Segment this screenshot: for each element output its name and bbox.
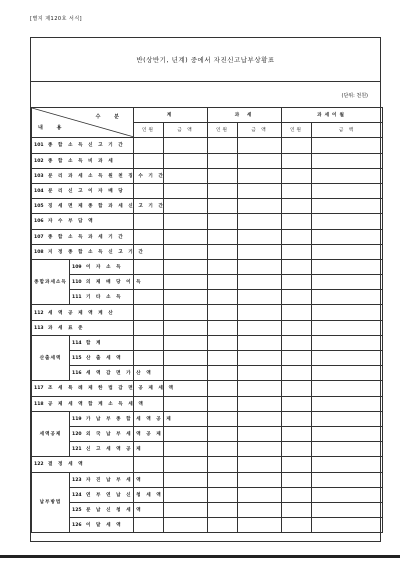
count-cell[interactable] [208, 168, 238, 183]
row-code: 126 [72, 523, 82, 529]
amount-cell[interactable] [312, 396, 383, 411]
amount-cell[interactable] [312, 426, 383, 441]
amount-cell[interactable] [238, 275, 282, 290]
count-cell[interactable] [282, 183, 312, 198]
row-code: 122 [34, 462, 44, 468]
count-cell[interactable] [282, 199, 312, 214]
amount-cell[interactable] [164, 396, 208, 411]
table-body [32, 138, 383, 533]
amount-cell[interactable] [312, 183, 383, 198]
amount-cell[interactable] [238, 214, 282, 229]
row-label-cell [32, 168, 165, 183]
count-cell[interactable] [208, 426, 238, 441]
count-cell[interactable] [282, 168, 312, 183]
table-row [32, 168, 383, 183]
amount-cell[interactable] [312, 259, 383, 274]
table-row [32, 487, 383, 502]
count-cell[interactable] [208, 320, 238, 335]
amount-cell[interactable] [164, 199, 208, 214]
table-row [32, 426, 383, 441]
table-row [32, 244, 383, 259]
count-cell[interactable] [282, 290, 312, 305]
amount-cell[interactable] [164, 153, 208, 168]
row-label-cell [32, 320, 134, 335]
amount-cell[interactable] [164, 259, 208, 274]
row-label: 조 세 특 례 제 한 법 감 면 공 제 세 액 [48, 386, 175, 392]
table-row [32, 396, 383, 411]
row-code: 107 [34, 234, 44, 240]
row-code: 105 [34, 204, 44, 210]
amount-cell[interactable] [164, 275, 208, 290]
count-cell[interactable] [208, 396, 238, 411]
row-label: 세 액 공 제 액 계 산 [48, 310, 115, 316]
amount-cell[interactable] [164, 183, 208, 198]
count-cell[interactable] [208, 472, 238, 487]
row-label: 징 세 면 제 종 합 과 세 신 고 기 간 [48, 204, 165, 210]
count-cell[interactable] [208, 381, 238, 396]
bottom-rule [0, 555, 400, 558]
row-code: 109 [72, 264, 82, 270]
amount-cell[interactable] [238, 335, 282, 350]
row-label: 공 제 세 액 합 계 소 득 세 액 [48, 401, 145, 407]
count-cell[interactable] [282, 442, 312, 457]
table-row [32, 518, 383, 533]
count-cell[interactable] [134, 335, 164, 350]
table-row [32, 259, 383, 274]
count-cell[interactable] [134, 214, 164, 229]
row-group-label: 종합과세소득 [32, 259, 70, 305]
amount-cell[interactable] [238, 183, 282, 198]
count-cell[interactable] [282, 138, 312, 153]
count-cell[interactable] [282, 305, 312, 320]
count-cell[interactable] [208, 290, 238, 305]
row-code: 125 [72, 507, 82, 513]
amount-cell[interactable] [238, 320, 282, 335]
amount-cell[interactable] [312, 442, 383, 457]
row-label: 신 고 세 액 공 제 [86, 447, 143, 453]
count-cell[interactable] [208, 305, 238, 320]
amount-cell[interactable] [164, 244, 208, 259]
row-label: 산 출 세 액 [86, 356, 123, 362]
row-label-cell [70, 442, 143, 457]
amount-cell[interactable] [312, 229, 383, 244]
amount-cell[interactable] [312, 275, 383, 290]
count-cell[interactable] [282, 472, 312, 487]
amount-cell[interactable] [238, 168, 282, 183]
count-cell[interactable] [282, 366, 312, 381]
count-cell[interactable] [282, 457, 312, 472]
table-row [32, 335, 383, 350]
table-row [32, 214, 383, 229]
count-cell[interactable] [134, 518, 164, 533]
count-cell[interactable] [282, 320, 312, 335]
amount-cell[interactable] [312, 381, 383, 396]
count-cell[interactable] [282, 502, 312, 517]
row-label-cell [70, 487, 163, 502]
row-code: 103 [34, 173, 44, 179]
row-label-cell [32, 229, 134, 244]
form-label: [별지 제120호 서식] [30, 16, 83, 22]
amount-cell[interactable] [164, 320, 208, 335]
table-row [32, 183, 383, 198]
amount-cell[interactable] [238, 487, 282, 502]
row-label-cell [32, 457, 134, 472]
table-row [32, 320, 383, 335]
amount-cell[interactable] [312, 305, 383, 320]
amount-cell[interactable] [164, 457, 208, 472]
unit-label: (단위: 천원) [341, 93, 368, 99]
count-cell[interactable] [282, 426, 312, 441]
row-code: 113 [34, 325, 44, 331]
amount-cell[interactable] [164, 366, 208, 381]
row-label: 분 리 신 고 이 자 배 당 [48, 189, 125, 195]
count-cell[interactable] [282, 487, 312, 502]
amount-cell[interactable] [238, 138, 282, 153]
header-sub-count: 인원 [208, 123, 238, 138]
amount-cell[interactable] [312, 366, 383, 381]
table-row [32, 351, 383, 366]
header-group-total: 계 [134, 108, 208, 123]
row-label: 종 합 소 득 신 고 기 간 [48, 143, 125, 149]
amount-cell[interactable] [312, 457, 383, 472]
amount-cell[interactable] [238, 518, 282, 533]
amount-cell[interactable] [238, 381, 282, 396]
form-frame [30, 37, 381, 542]
amount-cell[interactable] [238, 366, 282, 381]
row-label-cell [32, 305, 134, 320]
amount-cell[interactable] [238, 442, 282, 457]
amount-cell[interactable] [238, 244, 282, 259]
amount-cell[interactable] [164, 426, 208, 441]
row-label-cell [70, 502, 143, 517]
count-cell[interactable] [208, 335, 238, 350]
amount-cell[interactable] [164, 168, 208, 183]
table-row [32, 138, 383, 153]
count-cell[interactable] [282, 381, 312, 396]
row-label: 결 정 세 액 [48, 462, 85, 468]
amount-cell[interactable] [312, 153, 383, 168]
count-cell[interactable] [134, 229, 164, 244]
row-label-cell [32, 244, 145, 259]
row-label: 가 납 부 종 합 세 액 공 제 [86, 416, 173, 422]
amount-cell[interactable] [238, 502, 282, 517]
table-row [32, 442, 383, 457]
count-cell[interactable] [134, 259, 164, 274]
row-code: 123 [72, 477, 82, 483]
count-cell[interactable] [208, 183, 238, 198]
row-code: 110 [72, 280, 82, 286]
row-label-cell [70, 290, 134, 305]
count-cell[interactable] [208, 259, 238, 274]
row-label: 기 타 소 득 [86, 295, 123, 301]
count-cell[interactable] [282, 351, 312, 366]
amount-cell[interactable] [164, 351, 208, 366]
count-cell[interactable] [208, 351, 238, 366]
table-row [32, 290, 383, 305]
row-code: 118 [34, 401, 44, 407]
amount-cell[interactable] [312, 518, 383, 533]
row-label: 외 국 납 부 세 액 공 제 [86, 432, 163, 438]
amount-cell[interactable] [164, 138, 208, 153]
count-cell[interactable] [208, 487, 238, 502]
amount-cell[interactable] [238, 426, 282, 441]
row-code: 121 [72, 447, 82, 453]
header-group-taxed: 과 세 [208, 108, 282, 123]
row-code: 106 [34, 219, 44, 225]
count-cell[interactable] [282, 259, 312, 274]
amount-cell[interactable] [312, 244, 383, 259]
row-label-cell [70, 351, 134, 366]
amount-cell[interactable] [312, 168, 383, 183]
amount-cell[interactable] [238, 259, 282, 274]
header-row-items: 내 용 [38, 125, 68, 132]
header-sub-amount: 금 액 [238, 123, 282, 138]
row-label: 종 합 소 득 과 세 기 간 [48, 234, 125, 240]
amount-cell[interactable] [312, 214, 383, 229]
row-label: 분 리 과 세 소 득 원 천 징 수 기 간 [48, 173, 165, 179]
diagonal-header-cell [32, 108, 134, 138]
amount-cell[interactable] [312, 472, 383, 487]
amount-cell[interactable] [164, 518, 208, 533]
count-cell[interactable] [208, 502, 238, 517]
amount-cell[interactable] [238, 351, 282, 366]
row-code: 104 [34, 189, 44, 195]
table-row [32, 411, 383, 426]
amount-cell[interactable] [164, 335, 208, 350]
amount-cell[interactable] [164, 229, 208, 244]
count-cell[interactable] [208, 411, 238, 426]
row-label-cell [70, 335, 134, 350]
row-label: 지 정 종 합 소 득 신 고 기 간 [48, 249, 145, 255]
count-cell[interactable] [208, 457, 238, 472]
count-cell[interactable] [208, 229, 238, 244]
count-cell[interactable] [134, 457, 164, 472]
table-row [32, 502, 383, 517]
amount-cell[interactable] [238, 457, 282, 472]
amount-cell[interactable] [164, 442, 208, 457]
amount-cell[interactable] [164, 502, 208, 517]
count-cell[interactable] [208, 153, 238, 168]
row-label-cell [70, 366, 153, 381]
row-label: 이 달 세 액 [86, 523, 123, 529]
table-row [32, 199, 383, 214]
count-cell[interactable] [282, 244, 312, 259]
row-label-cell [70, 426, 163, 441]
table-row [32, 366, 383, 381]
row-label-cell [32, 214, 134, 229]
table-row [32, 381, 383, 396]
row-label-cell [32, 396, 145, 411]
amount-cell[interactable] [312, 320, 383, 335]
table-row [32, 472, 383, 487]
header-sub-count: 인원 [134, 123, 164, 138]
row-label-cell [70, 518, 134, 533]
amount-cell[interactable] [312, 290, 383, 305]
table-row [32, 229, 383, 244]
row-code: 102 [34, 158, 44, 164]
table-row [32, 275, 383, 290]
count-cell[interactable] [134, 320, 164, 335]
row-label: 의 제 배 당 이 득 [86, 280, 143, 286]
count-cell[interactable] [134, 138, 164, 153]
count-cell[interactable] [134, 153, 164, 168]
row-label-cell [32, 199, 165, 214]
amount-cell[interactable] [312, 487, 383, 502]
count-cell[interactable] [208, 275, 238, 290]
amount-cell[interactable] [312, 502, 383, 517]
row-group-label: 납부방법 [32, 472, 70, 533]
amount-cell[interactable] [312, 138, 383, 153]
count-cell[interactable] [282, 214, 312, 229]
count-cell[interactable] [134, 305, 164, 320]
row-label-cell [70, 259, 134, 274]
amount-cell[interactable] [238, 199, 282, 214]
row-label: 분 납 신 청 세 액 [86, 507, 143, 513]
row-code: 101 [34, 143, 44, 149]
row-label-cell [70, 472, 143, 487]
count-cell[interactable] [282, 229, 312, 244]
row-label-cell [70, 275, 143, 290]
row-label-cell [32, 381, 175, 396]
count-cell[interactable] [282, 275, 312, 290]
count-cell[interactable] [134, 183, 164, 198]
count-cell[interactable] [282, 518, 312, 533]
row-group-label: 세액공제 [32, 411, 70, 457]
row-label: 자 수 부 담 액 [48, 219, 95, 225]
row-code: 112 [34, 310, 44, 316]
amount-cell[interactable] [164, 472, 208, 487]
header-sub-amount: 금 액 [312, 123, 383, 138]
table-row [32, 305, 383, 320]
row-code: 114 [72, 340, 82, 346]
count-cell[interactable] [208, 518, 238, 533]
amount-cell[interactable] [238, 396, 282, 411]
amount-cell[interactable] [238, 290, 282, 305]
row-code: 111 [72, 295, 82, 301]
header-group-carryover: 과세이월 [282, 108, 383, 123]
count-cell[interactable] [282, 396, 312, 411]
amount-cell[interactable] [238, 305, 282, 320]
count-cell[interactable] [208, 244, 238, 259]
amount-cell[interactable] [164, 214, 208, 229]
count-cell[interactable] [134, 351, 164, 366]
row-label-cell [70, 411, 173, 426]
count-cell[interactable] [134, 290, 164, 305]
amount-cell[interactable] [238, 153, 282, 168]
count-cell[interactable] [208, 214, 238, 229]
row-label: 과 세 표 준 [48, 325, 85, 331]
amount-cell[interactable] [312, 411, 383, 426]
count-cell[interactable] [208, 138, 238, 153]
count-cell[interactable] [282, 335, 312, 350]
row-label: 이 자 소 득 [86, 264, 123, 270]
row-code: 116 [72, 371, 82, 377]
row-label: 연 부 연 납 신 청 세 액 [86, 492, 163, 498]
row-code: 115 [72, 356, 82, 362]
row-code: 119 [72, 416, 82, 422]
amount-cell[interactable] [164, 305, 208, 320]
amount-cell[interactable] [164, 290, 208, 305]
form-title: 반(상반기, 년계) 중에서 자진신고납부상황표 [31, 38, 380, 82]
amount-cell[interactable] [238, 411, 282, 426]
row-label: 세 액 감 면 가 산 액 [86, 371, 153, 377]
row-code: 108 [34, 249, 44, 255]
row-code: 120 [72, 432, 82, 438]
amount-cell[interactable] [238, 229, 282, 244]
amount-cell[interactable] [164, 487, 208, 502]
amount-cell[interactable] [238, 472, 282, 487]
row-code: 124 [72, 492, 82, 498]
amount-cell[interactable] [312, 351, 383, 366]
row-label-cell [32, 138, 134, 153]
table-row [32, 153, 383, 168]
table-row [32, 457, 383, 472]
status-table [31, 107, 383, 533]
row-code: 117 [34, 386, 44, 392]
count-cell[interactable] [208, 442, 238, 457]
row-label: 자 진 납 부 세 액 [86, 477, 143, 483]
row-label: 종 합 소 득 비 과 세 [48, 158, 115, 164]
row-label-cell [32, 153, 134, 168]
row-label-cell [32, 183, 134, 198]
amount-cell[interactable] [312, 335, 383, 350]
row-group-label: 산출세액 [32, 335, 70, 381]
amount-cell[interactable] [312, 199, 383, 214]
row-label: 합 계 [86, 340, 103, 346]
header-sub-count: 인원 [282, 123, 312, 138]
header-sub-amount: 금 액 [164, 123, 208, 138]
count-cell[interactable] [208, 199, 238, 214]
count-cell[interactable] [282, 411, 312, 426]
count-cell[interactable] [208, 366, 238, 381]
count-cell[interactable] [282, 153, 312, 168]
header-col-items: 수 분 [95, 114, 125, 120]
